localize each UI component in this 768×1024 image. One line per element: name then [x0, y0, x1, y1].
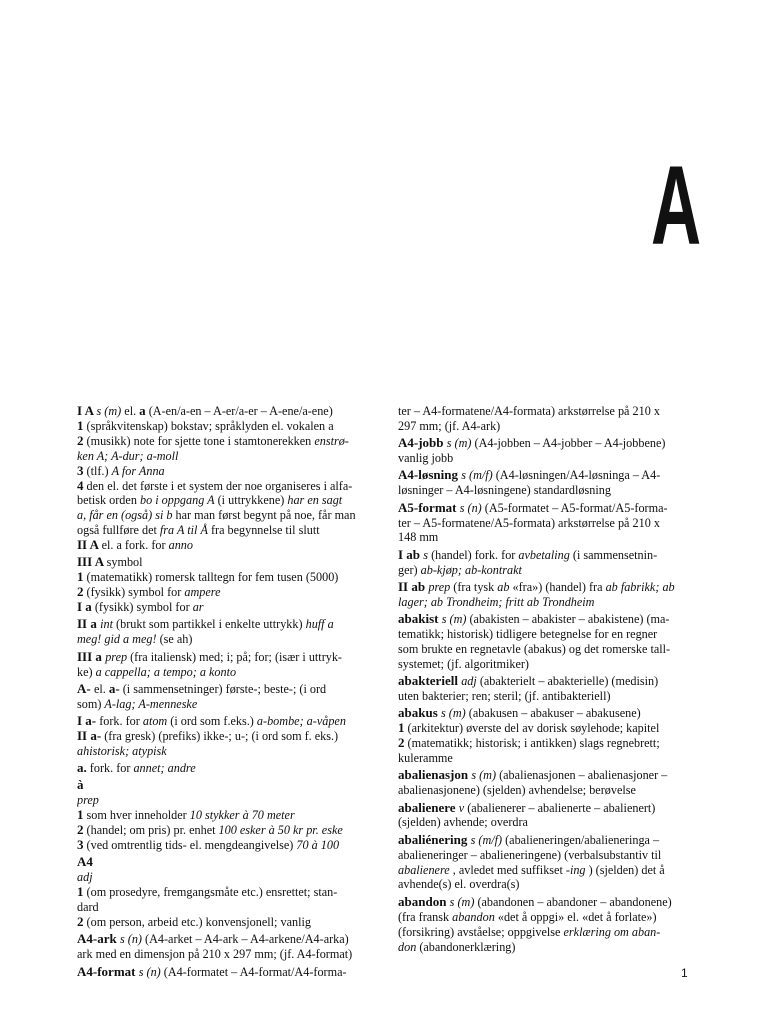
dictionary-entry	[398, 612, 695, 672]
entry-text: ark med en dimensjon på 210 x 297 mm; (jf. A4-format)	[77, 947, 353, 962]
entry-text: ke)	[77, 664, 96, 679]
italic-text: s (m)	[449, 894, 475, 909]
chapter-letter: A	[651, 143, 702, 268]
entry-line	[398, 612, 695, 627]
entry-text: (matematikk; historisk; i antikken) slags regnebrett;	[404, 736, 660, 751]
entry-text: (fra italiensk) med; i; på; for; (især i uttryk-	[127, 649, 342, 664]
entry-line	[398, 642, 695, 657]
dictionary-entry	[77, 761, 373, 776]
dictionary-entry	[398, 548, 695, 578]
headword: II a	[77, 617, 101, 632]
italic-text: bo i oppgang A	[139, 493, 215, 508]
entry-line	[77, 729, 373, 744]
headword: II a-	[77, 728, 102, 743]
entry-line	[77, 585, 373, 600]
headword: 1	[77, 885, 84, 900]
entry-text: abalienasjonene) (sjelden) avhendelse; berøvelse	[398, 783, 636, 798]
entry-text: avhende(s) el. overdra(s)	[398, 877, 520, 892]
entry-text: (i uttrykkene)	[214, 493, 288, 508]
entry-line	[77, 617, 373, 632]
entry-line	[398, 863, 695, 878]
headword: abakist	[398, 612, 442, 627]
entry-text: (abalieneringen/abalieneringa –	[502, 832, 660, 847]
entry-line	[398, 451, 695, 466]
entry-line	[398, 501, 695, 516]
entry-text: (arkitektur) øverste del av dorisk søylehode; kapitel	[404, 721, 660, 736]
dictionary-entry	[77, 555, 373, 615]
headword: A4-ark	[77, 932, 120, 947]
dictionary-entry	[398, 501, 695, 546]
italic-text: ken A; A-dur; a-moll	[77, 448, 179, 463]
italic-text: A-lag; A-menneske	[104, 696, 198, 711]
dictionary-entry	[77, 617, 373, 647]
entry-text: (A4-formatet – A4-format/A4-forma-	[160, 964, 347, 979]
italic-text: ampere	[184, 585, 221, 600]
headword: abakteriell	[398, 674, 462, 689]
entry-line	[77, 932, 373, 947]
entry-text: (ved omtrentlig tids- el. mengdeangivelse)	[83, 838, 297, 853]
entry-line	[398, 768, 695, 783]
entry-text: el.	[121, 404, 140, 418]
entry-text: fra begynnelse til slutt	[207, 523, 320, 538]
page-number: 1	[681, 966, 688, 980]
entry-line	[398, 595, 695, 610]
headword: A-	[77, 681, 94, 696]
italic-text: 70 à 100	[296, 838, 340, 853]
entry-text: (fysikk) symbol for	[83, 585, 185, 600]
headword: abalienere	[398, 800, 459, 815]
entry-line	[77, 449, 373, 464]
entry-text: (abakisten – abakister – abakistene) (ma-	[466, 612, 670, 627]
entry-line	[398, 548, 695, 563]
dictionary-entry	[398, 404, 695, 434]
entry-text: systemet; (jf. algoritmiker)	[398, 656, 529, 671]
italic-text: prep	[105, 649, 128, 664]
entry-text: som)	[77, 696, 105, 711]
headword: A4-format	[77, 964, 139, 979]
entry-line	[398, 674, 695, 689]
entry-line	[398, 848, 695, 863]
entry-text: el. a fork. for	[101, 538, 169, 553]
italic-text: s (n)	[119, 932, 142, 947]
headword: 2	[77, 915, 84, 930]
entry-line	[398, 580, 695, 595]
entry-line	[77, 838, 373, 853]
entry-line	[398, 436, 695, 451]
entry-text: har man først begynt på noe, får man	[172, 508, 356, 523]
italic-text: fra A til Å	[159, 523, 208, 538]
entry-text: (i sammensetnin-	[569, 547, 658, 562]
headword: I a-	[77, 714, 97, 729]
entry-line	[398, 940, 695, 955]
entry-text: (fra fransk	[398, 909, 453, 924]
italic-text: enstrø-	[314, 433, 349, 448]
italic-text: s (n)	[459, 500, 482, 515]
entry-line	[398, 530, 695, 545]
dictionary-entry	[398, 580, 695, 610]
entry-line	[77, 808, 373, 823]
headword: I ab	[398, 547, 424, 562]
entry-text: ter – A5-formatene/A5-formata) arkstørrelse på 210 x	[398, 515, 660, 530]
italic-text: ab fabrikk; ab	[605, 579, 675, 594]
headword: abakus	[398, 706, 441, 721]
dictionary-entry	[398, 706, 695, 766]
entry-line	[77, 885, 373, 900]
dictionary-entry	[77, 965, 373, 980]
entry-text: el.	[93, 681, 109, 696]
entry-text: (språkvitenskap) bokstav; språklyden el. vokalen a	[83, 418, 334, 433]
entry-text: (matematikk) romersk talltegn for fem tusen (5000)	[83, 570, 339, 585]
entry-text: (musikk) note for sjette tone i stamtonerekken	[83, 433, 315, 448]
entry-line	[398, 627, 695, 642]
entry-text: 148 mm	[398, 530, 439, 545]
entry-line	[77, 493, 373, 508]
entry-line	[77, 650, 373, 665]
entry-text: den el. det første i et system der noe organiseres i alfa-	[83, 478, 353, 493]
entry-text: 297 mm; (jf. A4-ark)	[398, 418, 501, 433]
entry-text: betisk orden	[77, 493, 140, 508]
entry-text: også fullføre det	[77, 523, 160, 538]
italic-text: s (m/f)	[470, 832, 503, 847]
italic-text: adj	[461, 674, 477, 689]
headword: abandon	[398, 894, 450, 909]
entry-text: som hver inneholder	[83, 808, 190, 823]
entry-line	[77, 419, 373, 434]
headword: A4-jobb	[398, 436, 447, 451]
entry-line	[77, 915, 373, 930]
italic-text: a, får en (også) si b	[77, 508, 173, 523]
italic-text: don	[398, 939, 417, 954]
entry-text: (A4-løsningen/A4-løsninga – A4-	[492, 468, 661, 483]
entry-line	[398, 895, 695, 910]
entry-line	[77, 523, 373, 538]
italic-text: ab-kjøp; ab-kontrakt	[420, 562, 522, 577]
dictionary-entry	[398, 436, 695, 466]
entry-text: (abalienerer – abalienerte – abalienert)	[464, 800, 656, 815]
entry-line	[398, 801, 695, 816]
headword: 2	[77, 433, 84, 448]
entry-line	[77, 744, 373, 759]
entry-line	[398, 689, 695, 704]
right-column	[398, 404, 695, 954]
entry-line	[398, 877, 695, 892]
italic-text: adj	[77, 870, 93, 885]
italic-text: ab	[497, 579, 510, 594]
entry-line	[398, 721, 695, 736]
entry-line	[77, 632, 373, 647]
headword: 4	[77, 478, 84, 493]
entry-line	[77, 464, 373, 479]
entry-line	[398, 815, 695, 830]
dictionary-entry	[77, 682, 373, 712]
dictionary-entry	[398, 833, 695, 893]
italic-text: s (m)	[446, 436, 472, 451]
entry-text: (brukt som partikkel i enkelte uttrykk)	[113, 617, 306, 632]
italic-text: huff a	[305, 617, 334, 632]
entry-text: (fysikk) symbol for	[91, 600, 193, 615]
entry-line	[398, 563, 695, 578]
entry-line	[77, 793, 373, 808]
italic-text: ahistorisk; atypisk	[77, 743, 167, 758]
entry-text: ) (sjelden) det å	[585, 862, 665, 877]
headword: A5-format	[398, 500, 460, 515]
headword: à	[77, 778, 84, 793]
headword: II A	[77, 538, 102, 553]
entry-line	[77, 479, 373, 494]
italic-text: s (m)	[96, 404, 122, 418]
entry-line	[77, 434, 373, 449]
headword: III a	[77, 649, 106, 664]
entry-text: vanlig jobb	[398, 451, 454, 466]
entry-line	[77, 947, 373, 962]
headword: III A	[77, 555, 107, 570]
entry-text: fork. for	[96, 714, 143, 729]
entry-line	[398, 516, 695, 531]
dictionary-entry	[77, 714, 373, 759]
entry-text: tematikk; historisk) tidligere betegnelse for en regner	[398, 627, 658, 642]
entry-line	[77, 600, 373, 615]
headword: I A	[77, 404, 97, 418]
italic-text: abalienere	[398, 862, 450, 877]
headword: 1	[77, 570, 84, 585]
dictionary-entry	[398, 768, 695, 798]
entry-text: (forsikring) avståelse; oppgivelse	[398, 924, 564, 939]
dictionary-entry	[77, 932, 373, 962]
italic-text: s (m/f)	[461, 468, 493, 483]
headword: 1	[77, 808, 84, 823]
italic-text: 100 esker à 50 kr pr. eske	[218, 823, 343, 838]
headword: abalienasjon	[398, 768, 472, 783]
entry-line	[77, 665, 373, 680]
entry-line	[77, 778, 373, 793]
headword: 2	[77, 585, 84, 600]
entry-line	[398, 736, 695, 751]
italic-text: anno	[168, 538, 193, 553]
dictionary-entry	[77, 404, 373, 553]
italic-text: abandon	[452, 909, 495, 924]
headword: abaliénering	[398, 832, 471, 847]
italic-text: erklæring om aban-	[563, 924, 661, 939]
headword: 2	[77, 823, 84, 838]
entry-text: (om person, arbeid etc.) konvensjonell; vanlig	[83, 915, 311, 930]
entry-text: , avledet med suffikset	[449, 862, 566, 877]
entry-text: uten bakterier; ren; steril; (jf. antibakteriell)	[398, 689, 611, 704]
italic-text: s (m)	[471, 768, 497, 783]
headword: 1	[77, 418, 84, 433]
entry-line	[398, 783, 695, 798]
entry-text: ter – A4-formatene/A4-formata) arkstørrelse på 210 x	[398, 404, 660, 418]
headword: II ab	[398, 579, 429, 594]
entry-text: symbol	[106, 555, 143, 570]
dictionary-entry	[398, 801, 695, 831]
italic-text: s (m)	[441, 612, 467, 627]
italic-text: s (m)	[441, 706, 466, 721]
entry-text: (fra tysk	[450, 579, 498, 594]
entry-text: som brukte en regnetavle (abakus) og det romerske tall-	[398, 641, 671, 656]
entry-line	[77, 697, 373, 712]
italic-text: meg! gid a meg!	[77, 632, 157, 647]
entry-line	[398, 404, 695, 419]
entry-text: (se ah)	[156, 632, 193, 647]
entry-text: «fra») (handel) fra	[509, 579, 606, 594]
entry-text: «det å oppgi» el. «det å forlate»)	[494, 909, 657, 924]
entry-text: (A4-arket – A4-ark – A4-arkene/A4-arka)	[141, 932, 349, 947]
entry-line	[398, 910, 695, 925]
entry-text: (abandonerklæring)	[416, 939, 516, 954]
entry-line	[398, 706, 695, 721]
dictionary-entry	[77, 855, 373, 930]
headword: 2	[398, 736, 405, 751]
entry-text: fork. for	[86, 761, 134, 776]
entry-line	[398, 751, 695, 766]
entry-text: (abakusen – abakuser – abakusene)	[465, 706, 641, 721]
entry-text: dard	[77, 900, 99, 915]
dictionary-entry	[398, 468, 695, 498]
italic-text: a-bombe; a-våpen	[256, 714, 346, 729]
headword: a-	[108, 681, 120, 696]
entry-text: kuleramme	[398, 751, 453, 766]
headword: 1	[398, 721, 405, 736]
italic-text: ar	[192, 600, 204, 615]
entry-line	[77, 761, 373, 776]
entry-line	[77, 855, 373, 870]
entry-line	[77, 555, 373, 570]
headword: a	[139, 404, 146, 418]
entry-line	[77, 570, 373, 585]
entry-line	[77, 538, 373, 553]
entry-line	[77, 900, 373, 915]
entry-line	[398, 657, 695, 672]
italic-text: int	[100, 617, 113, 632]
italic-text: -ing	[565, 862, 586, 877]
italic-text: annet; andre	[133, 761, 196, 776]
entry-line	[77, 714, 373, 729]
entry-text: (abakterielt – abakterielle) (medisin)	[476, 674, 659, 689]
headword: a.	[77, 761, 87, 776]
entry-text: (A5-formatet – A5-format/A5-forma-	[481, 500, 668, 515]
italic-text: v	[458, 800, 465, 815]
entry-text: ger)	[398, 562, 421, 577]
italic-text: atom	[142, 714, 168, 729]
dictionary-entry	[398, 674, 695, 704]
entry-text: (A-en/a-en – A-er/a-er – A-ene/a-ene)	[145, 404, 333, 418]
italic-text: har en sagt	[287, 493, 343, 508]
entry-line	[77, 965, 373, 980]
entry-text: løsninger – A4-løsningene) standardløsning	[398, 483, 611, 498]
entry-text: (handel) fork. for	[428, 547, 519, 562]
entry-line	[398, 468, 695, 483]
dictionary-entry	[77, 778, 373, 853]
dictionary-entry	[398, 895, 695, 955]
italic-text: avbetaling	[518, 547, 570, 562]
entry-line	[398, 925, 695, 940]
headword: 3	[77, 838, 84, 853]
dictionary-entry	[77, 650, 373, 680]
headword: I a	[77, 600, 92, 615]
entry-text: (i ord som f.eks.)	[167, 714, 257, 729]
entry-text: (sjelden) avhende; overdra	[398, 815, 528, 830]
entry-text: (tlf.)	[83, 463, 112, 478]
italic-text: prep	[428, 579, 451, 594]
entry-line	[77, 682, 373, 697]
entry-line	[77, 404, 373, 419]
entry-line	[77, 823, 373, 838]
entry-line	[398, 483, 695, 498]
italic-text: a cappella; a tempo; a konto	[95, 664, 237, 679]
headword: A4	[77, 855, 93, 870]
left-column	[77, 404, 373, 979]
italic-text: A for Anna	[111, 463, 165, 478]
italic-text: s (n)	[138, 964, 161, 979]
italic-text: 10 stykker à 70 meter	[189, 808, 295, 823]
italic-text: lager; ab Trondheim; fritt ab Trondheim	[398, 594, 595, 609]
entry-line	[77, 508, 373, 523]
entry-text: (abandonen – abandoner – abandonene)	[474, 894, 672, 909]
entry-line	[398, 833, 695, 848]
italic-text: s	[423, 547, 429, 562]
entry-line	[77, 870, 373, 885]
entry-text: abalieneringer – abalieneringene) (verbalsubstantiv til	[398, 847, 662, 862]
entry-text: (om prosedyre, fremgangsmåte etc.) ensrettet; stan-	[83, 885, 338, 900]
italic-text: prep	[77, 793, 99, 808]
entry-text: (fra gresk) (prefiks) ikke-; u-; (i ord som f. eks.)	[101, 728, 339, 743]
headword: A4-løsning	[398, 468, 462, 483]
entry-text: (i sammensetninger) første-; beste-; (i ord	[119, 681, 327, 696]
entry-text: (A4-jobben – A4-jobber – A4-jobbene)	[471, 436, 666, 451]
entry-text: (abalienasjonen – abalienasjoner –	[496, 768, 668, 783]
headword: 3	[77, 463, 84, 478]
entry-text: (handel; om pris) pr. enhet	[83, 823, 219, 838]
entry-line	[398, 419, 695, 434]
